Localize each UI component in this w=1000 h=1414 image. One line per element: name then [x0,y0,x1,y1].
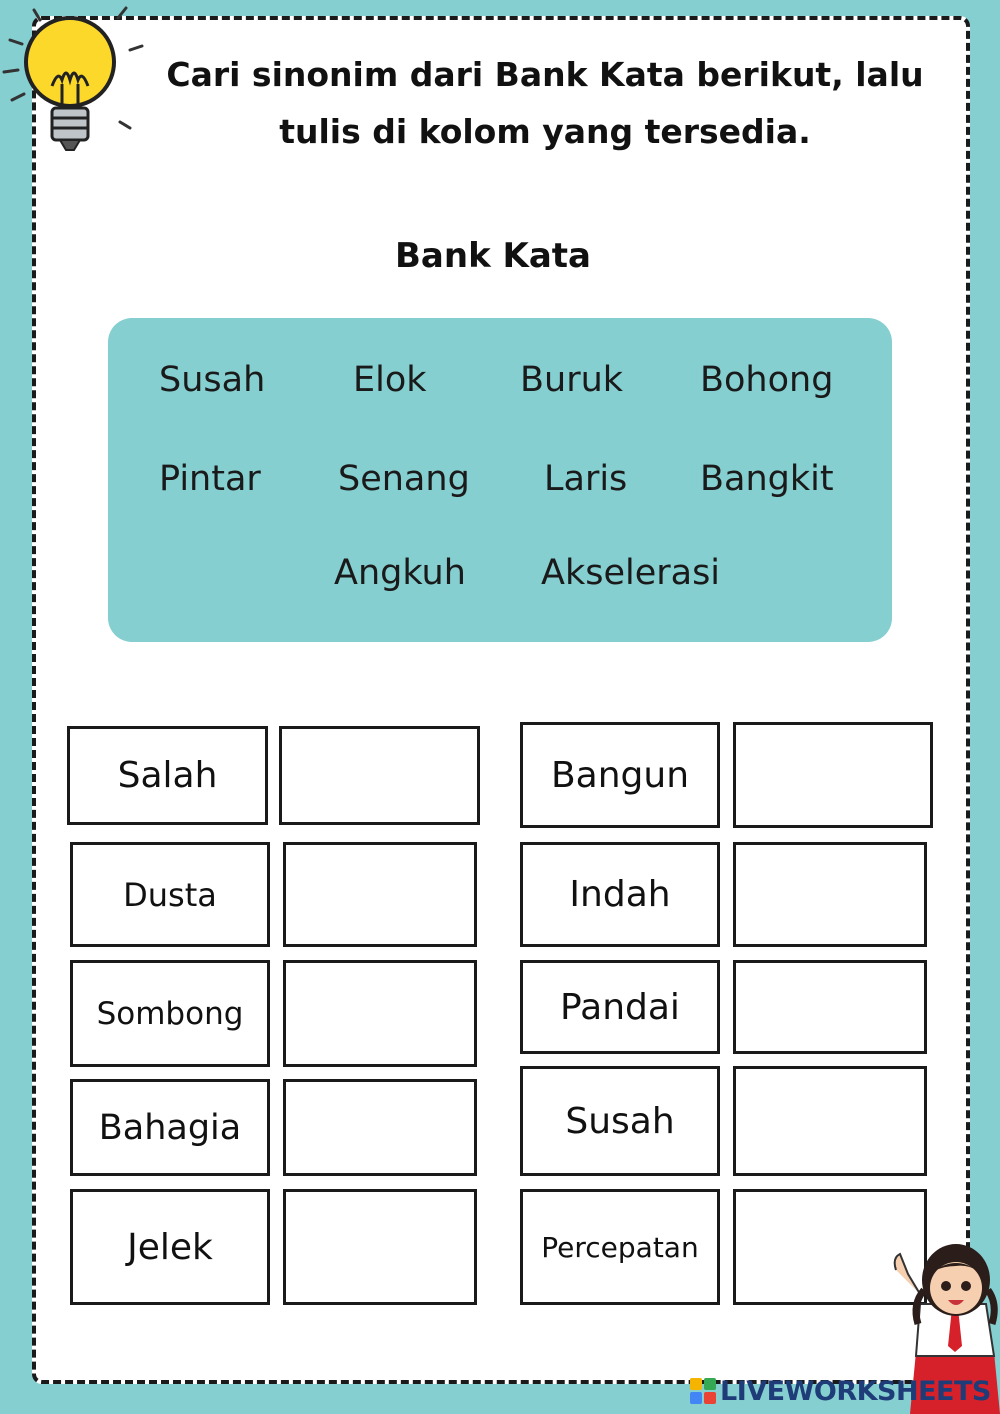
answer-box[interactable] [733,842,927,947]
instruction-text [140,46,950,160]
bank-word[interactable]: Elok [353,360,427,400]
word-cell: Bahagia [70,1079,270,1176]
instruction-line-2: tulis di kolom yang tersedia. [279,112,811,151]
word-cell: Salah [67,726,268,825]
bank-word[interactable]: Angkuh [334,553,466,593]
worksheet-sheet [32,16,970,1384]
word-cell: Jelek [70,1189,270,1305]
answer-box[interactable] [733,1066,927,1176]
bank-word[interactable]: Susah [159,360,266,400]
word-cell: Bangun [520,722,720,828]
word-cell: Sombong [70,960,270,1067]
answer-box[interactable] [283,960,477,1067]
logo-grid-icon [690,1378,716,1404]
bank-word[interactable]: Pintar [159,459,261,499]
word-bank [108,318,892,642]
word-cell: Pandai [520,960,720,1054]
bank-word[interactable]: Bangkit [700,459,834,499]
liveworksheets-logo [690,1376,991,1406]
bank-word[interactable]: Bohong [700,360,834,400]
lightbulb-icon [0,0,150,160]
bank-word[interactable]: Laris [544,459,628,499]
word-cell: Indah [520,842,720,947]
bank-word[interactable]: Buruk [520,360,624,400]
brand-text: LIVEWORKSHEETS [720,1375,991,1407]
word-cell: Dusta [70,842,270,947]
bank-word[interactable]: Senang [338,459,470,499]
word-cell: Susah [520,1066,720,1176]
answer-box[interactable] [283,842,477,947]
answer-box[interactable] [733,722,933,828]
answer-box[interactable] [279,726,480,825]
answer-box[interactable] [283,1079,477,1176]
bank-word[interactable]: Akselerasi [541,553,721,593]
bank-title: Bank Kata [395,236,591,276]
word-cell: Percepatan [520,1189,720,1305]
instruction-line-1: Cari sinonim dari Bank Kata berikut, lalu [166,55,924,94]
answer-box[interactable] [733,960,927,1054]
answer-box[interactable] [283,1189,477,1305]
